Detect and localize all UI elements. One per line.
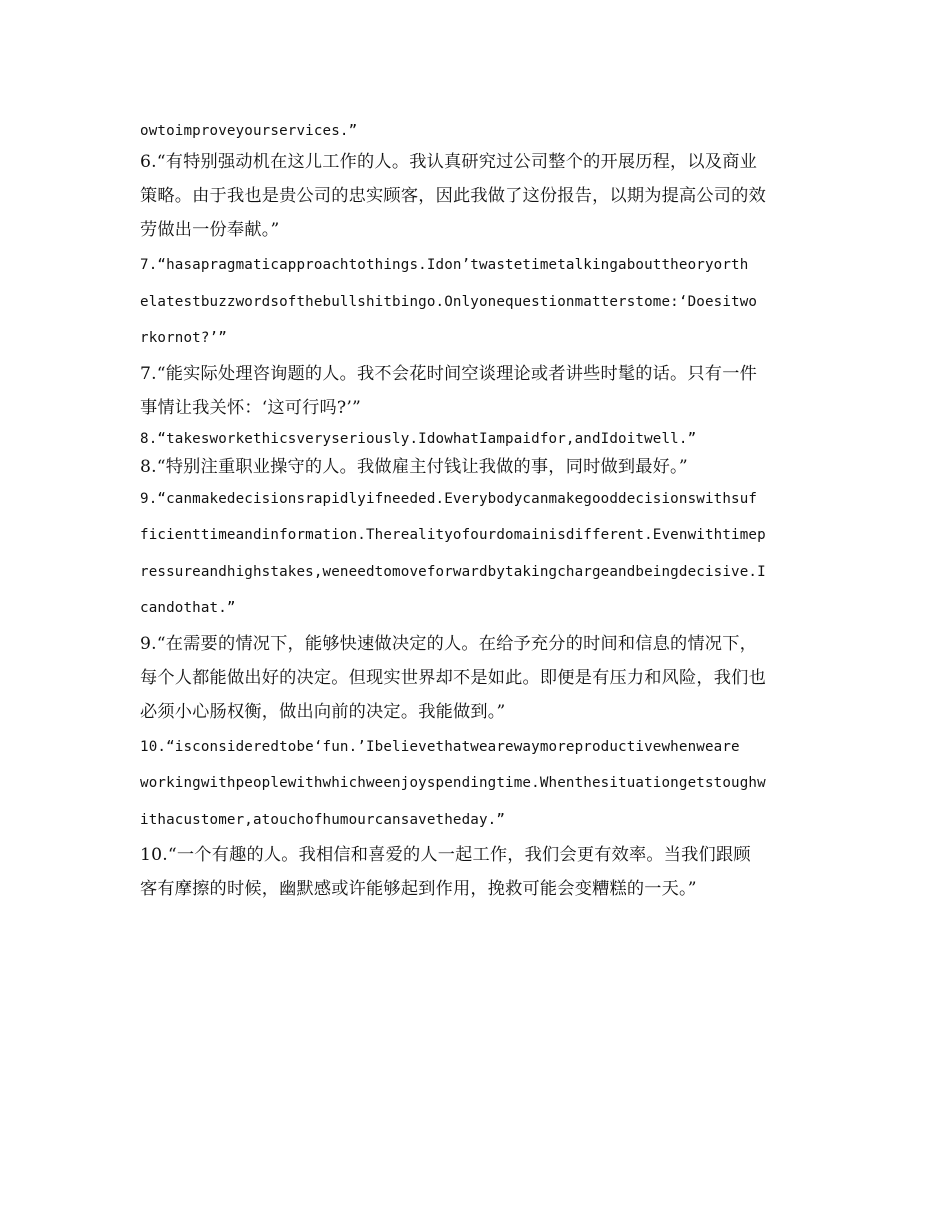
text-line: 7.“hasapragmaticapproachtothings.Idon’twastetimetalkingabouttheoryorth	[140, 257, 749, 273]
text-line: owtoimproveyourservices.”	[140, 123, 358, 139]
text-line: 9.“在需要的情况下，能够快速做决定的人。在给予充分的时间和信息的情况下，	[140, 633, 757, 654]
document-body	[140, 117, 812, 906]
text-line: 8.“takesworkethicsveryseriously.IdowhatIampaidfor,andIdoitwell.”	[140, 430, 697, 447]
text-line: 7.“能实际处理咨询题的人。我不会花时间空谈理论或者讲些时髦的话。只有一件	[140, 363, 757, 384]
text-line: 策略。由于我也是贵公司的忠实顾客，因此我做了这份报告，以期为提高公司的效	[140, 186, 766, 206]
text-line: 事情让我关怀：‘这可行吗?’”	[140, 397, 361, 418]
text-line: 8.“特别注重职业操守的人。我做雇主付钱让我做的事，同时做到最好。”	[140, 456, 688, 477]
text-line: ressureandhighstakes,weneedtomoveforwardbytakingchargeandbeingdecisive.I	[140, 563, 766, 580]
text-line: candothat.”	[140, 600, 236, 616]
text-line: 客有摩擦的时候，幽默感或许能够起到作用，挽救可能会变糟糕的一天。”	[140, 879, 697, 899]
text-line: ithacustomer,atouchofhumourcansavetheday.”	[140, 811, 506, 828]
text-line: workingwithpeoplewithwhichweenjoyspendingtime.Whenthesituationgetstoughw	[140, 775, 766, 791]
text-line: 6.“有特别强动机在这儿工作的人。我认真研究过公司整个的开展历程，以及商业	[140, 152, 757, 172]
text-line: 劳做出一份奉献。”	[140, 220, 280, 240]
text-line: elatestbuzzwordsofthebullshitbingo.Onlyonequestionmatterstome:‘Doesitwo	[140, 293, 758, 310]
text-line: 必须小心肠权衡，做出向前的决定。我能做到。”	[140, 701, 506, 722]
text-line: 10.“一个有趣的人。我相信和喜爱的人一起工作，我们会更有效率。当我们跟顾	[140, 845, 751, 865]
text-line: 10.“isconsideredtobe‘fun.’Ibelievethatwearewaymoreproductivewhenweare	[140, 738, 740, 755]
text-line: 每个人都能做出好的决定。但现实世界却不是如此。即便是有压力和风险，我们也	[140, 667, 766, 688]
text-line: rkornot?’”	[140, 330, 227, 346]
text-line: ficienttimeandinformation.Therealityofourdomainisdifferent.Evenwithtimep	[140, 527, 766, 543]
text-line: 9.“canmakedecisionsrapidlyifneeded.Everybodycanmakegooddecisionswithsuf	[140, 490, 758, 507]
